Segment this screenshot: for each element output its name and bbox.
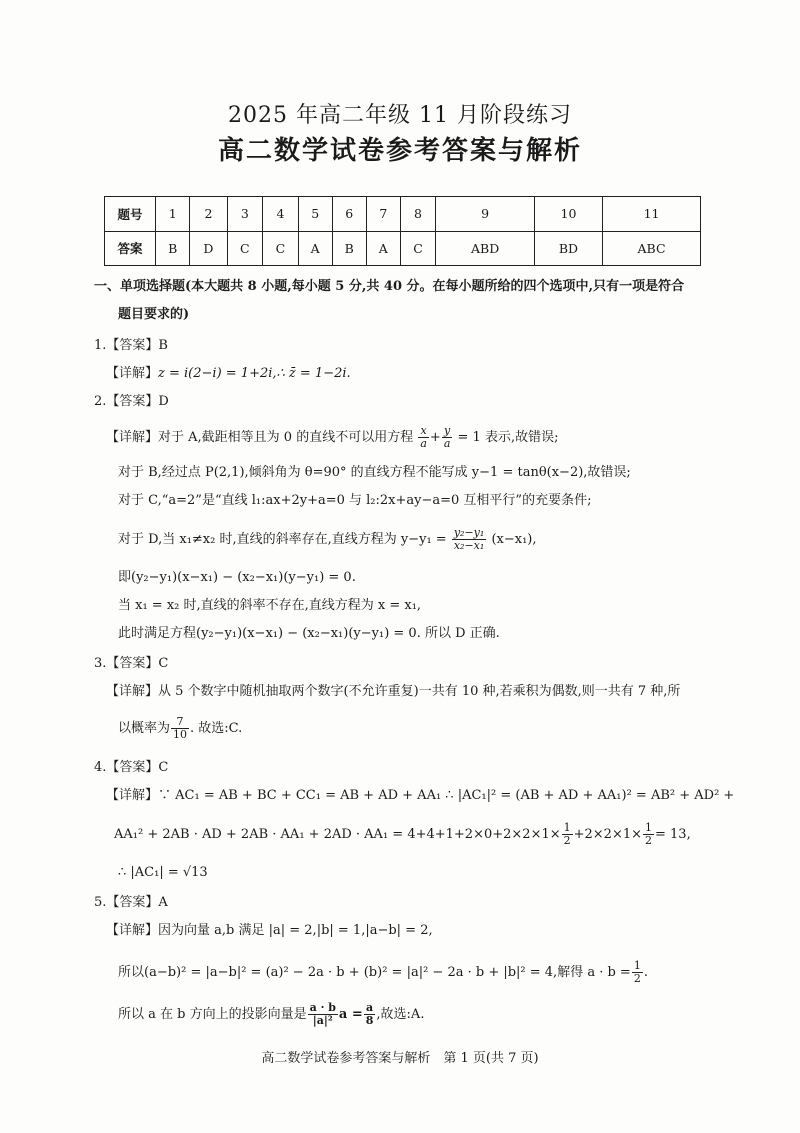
q5-text: ,故选:A.	[376, 1007, 425, 1022]
table-cell: 7	[366, 197, 400, 232]
q3-text: 从 5 个数字中随机抽取两个数字(不允许重复)一共有 10 种,若乘积为偶数,则一共有 7 种,所	[158, 684, 681, 699]
q2-line-g: 此时满足方程(y₂−y₁)(x−x₁) − (x₂−x₁)(y−y₁) = 0. 所以 D 正确.	[118, 626, 500, 641]
section-heading: 一、单项选择题(本大题共 8 小题,每小题 5 分,共 40 分。在每小题所给的四个选项中,只有一项是符合	[94, 279, 685, 294]
fraction-num: y₂−y₁	[453, 526, 485, 539]
detail-label: 【详解】	[106, 788, 159, 803]
table-cell: A	[298, 231, 332, 266]
detail-label: 【详解】	[106, 923, 159, 938]
q5-line-c	[118, 1002, 424, 1027]
table-cell: BD	[534, 231, 602, 266]
fraction	[308, 1002, 338, 1027]
q1-detail	[106, 365, 351, 383]
q5-text: 因为向量 a,b 满足 |a| = 2,|b| = 1,|a−b| = 2,	[158, 923, 433, 938]
fraction	[643, 822, 654, 847]
fraction-den: 2	[563, 834, 571, 847]
q2-line-f: 当 x₁ = x₂ 时,直线的斜率不存在,直线方程为 x = x₁,	[118, 598, 422, 613]
q2-answer: 2.【答案】D	[94, 394, 169, 409]
q5-text: a =	[338, 1007, 363, 1022]
q1-detail-text: z = i(2−i) = 1+2i,∴ z̄ = 1−2i.	[158, 366, 351, 381]
table-cell: 5	[298, 197, 332, 232]
q4-answer: 4.【答案】C	[94, 760, 169, 775]
q4-line-c: ∴ |AC₁| = √13	[118, 865, 208, 880]
table-cell: 11	[603, 197, 701, 232]
q2-text: (x−x₁),	[491, 532, 537, 547]
section-heading-cont: 题目要求的)	[118, 307, 190, 322]
fraction-num: 1	[563, 821, 571, 834]
table-cell: 1	[156, 197, 190, 232]
q3-line-b	[118, 716, 242, 741]
q4-text: ∵ AC₁ = AB + BC + CC₁ = AB + AD + AA₁ ∴ |AC₁|² = (AB + AD + AA₁)² = AB² + AD² +	[158, 788, 735, 803]
table-header-number: 题号	[105, 197, 156, 232]
fraction-num: y	[442, 425, 453, 438]
fraction-den: a	[443, 437, 451, 450]
detail-label: 【详解】	[106, 430, 159, 445]
detail-label: 【详解】	[106, 684, 159, 699]
table-cell: A	[366, 231, 400, 266]
table-cell: C	[400, 231, 436, 266]
table-cell: 8	[400, 197, 436, 232]
fraction	[418, 425, 429, 450]
q3-text: . 故选:C.	[190, 721, 243, 736]
table-cell: ABC	[603, 231, 701, 266]
q2-text: = 1 表示,故错误;	[457, 430, 559, 445]
fraction	[364, 1002, 376, 1027]
table-cell: D	[190, 231, 227, 266]
table-header-answer: 答案	[105, 231, 156, 266]
q3-line-a	[106, 683, 680, 701]
table-cell: 2	[190, 197, 227, 232]
table-cell: 3	[227, 197, 263, 232]
q5-text: 所以(a−b)² = |a−b|² = (a)² − 2a · b + (b)² = |a|² − 2a · b + |b|² = 4,解得 a · b =	[118, 965, 631, 980]
q2-line-e: 即(y₂−y₁)(x−x₁) − (x₂−x₁)(y−y₁) = 0.	[118, 570, 356, 585]
q4-text: AA₁² + 2AB · AD + 2AB · AA₁ + 2AD · AA₁ = 4+4+1+2×0+2×2×1×	[114, 827, 561, 842]
table-cell: ABD	[436, 231, 535, 266]
table-cell: C	[263, 231, 299, 266]
fraction-num: 1	[633, 959, 641, 972]
q2-line-d	[118, 527, 536, 552]
q2-text: 对于 A,截距相等且为 0 的直线不可以用方程	[158, 430, 414, 445]
fraction	[632, 960, 643, 985]
table-cell: 6	[332, 197, 366, 232]
fraction	[562, 822, 573, 847]
fraction-den: x₂−x₁	[453, 539, 485, 552]
q3-text: 以概率为	[118, 721, 171, 736]
detail-label: 【详解】	[106, 366, 159, 381]
fraction	[452, 527, 486, 552]
page-title: 高二数学试卷参考答案与解析	[217, 136, 582, 166]
q4-text: = 13,	[655, 827, 691, 842]
q2-line-c: 对于 C,“a=2”是“直线 l₁:ax+2y+a=0 与 l₂:2x+ay−a=0 互相平行”的充要条件;	[118, 493, 592, 508]
table-row-numbers	[105, 197, 701, 232]
table-cell: C	[227, 231, 263, 266]
fraction-num: a · b	[309, 1001, 336, 1014]
fraction-num: 7	[171, 716, 189, 729]
fraction	[171, 716, 189, 741]
q1-answer: 1.【答案】B	[94, 338, 168, 353]
fraction-den: 2	[633, 972, 641, 985]
q3-answer: 3.【答案】C	[94, 656, 169, 671]
q2-line-b: 对于 B,经过点 P(2,1),倾斜角为 θ=90° 的直线方程不能写成 y−1 = tanθ(x−2),故错误;	[118, 465, 631, 480]
table-cell: 10	[534, 197, 602, 232]
q4-text: +2×2×1×	[573, 827, 643, 842]
q2-line-a	[106, 425, 558, 450]
table-cell: B	[156, 231, 190, 266]
plus-sign: +	[429, 430, 441, 445]
q5-line-a	[106, 922, 433, 940]
q5-text: 所以 a 在 b 方向上的投影向量是	[118, 1007, 307, 1022]
answer-table	[104, 196, 701, 266]
table-cell: 9	[436, 197, 535, 232]
fraction-den: 2	[645, 834, 653, 847]
q4-line-b	[114, 822, 691, 847]
q5-text: .	[643, 965, 648, 980]
fraction-den: a	[420, 437, 427, 450]
page-footer: 高二数学试卷参考答案与解析 第 1 页(共 7 页)	[261, 1051, 539, 1066]
q2-text: 对于 D,当 x₁≠x₂ 时,直线的斜率存在,直线方程为 y−y₁ =	[118, 532, 447, 547]
exam-subtitle: 2025 年高二年级 11 月阶段练习	[228, 103, 572, 128]
fraction-den: 10	[173, 728, 188, 741]
table-row-answers	[105, 231, 701, 266]
table-cell: 4	[263, 197, 299, 232]
fraction-num: 1	[645, 821, 653, 834]
q5-line-b	[118, 960, 648, 985]
fraction-num: a	[364, 1002, 376, 1015]
fraction	[442, 425, 453, 450]
fraction-num: x	[418, 425, 429, 438]
fraction-den: 8	[365, 1014, 374, 1027]
table-cell: B	[332, 231, 366, 266]
q4-line-a	[106, 787, 734, 805]
q5-answer: 5.【答案】A	[94, 895, 168, 910]
fraction-den: |a|²	[312, 1014, 333, 1027]
